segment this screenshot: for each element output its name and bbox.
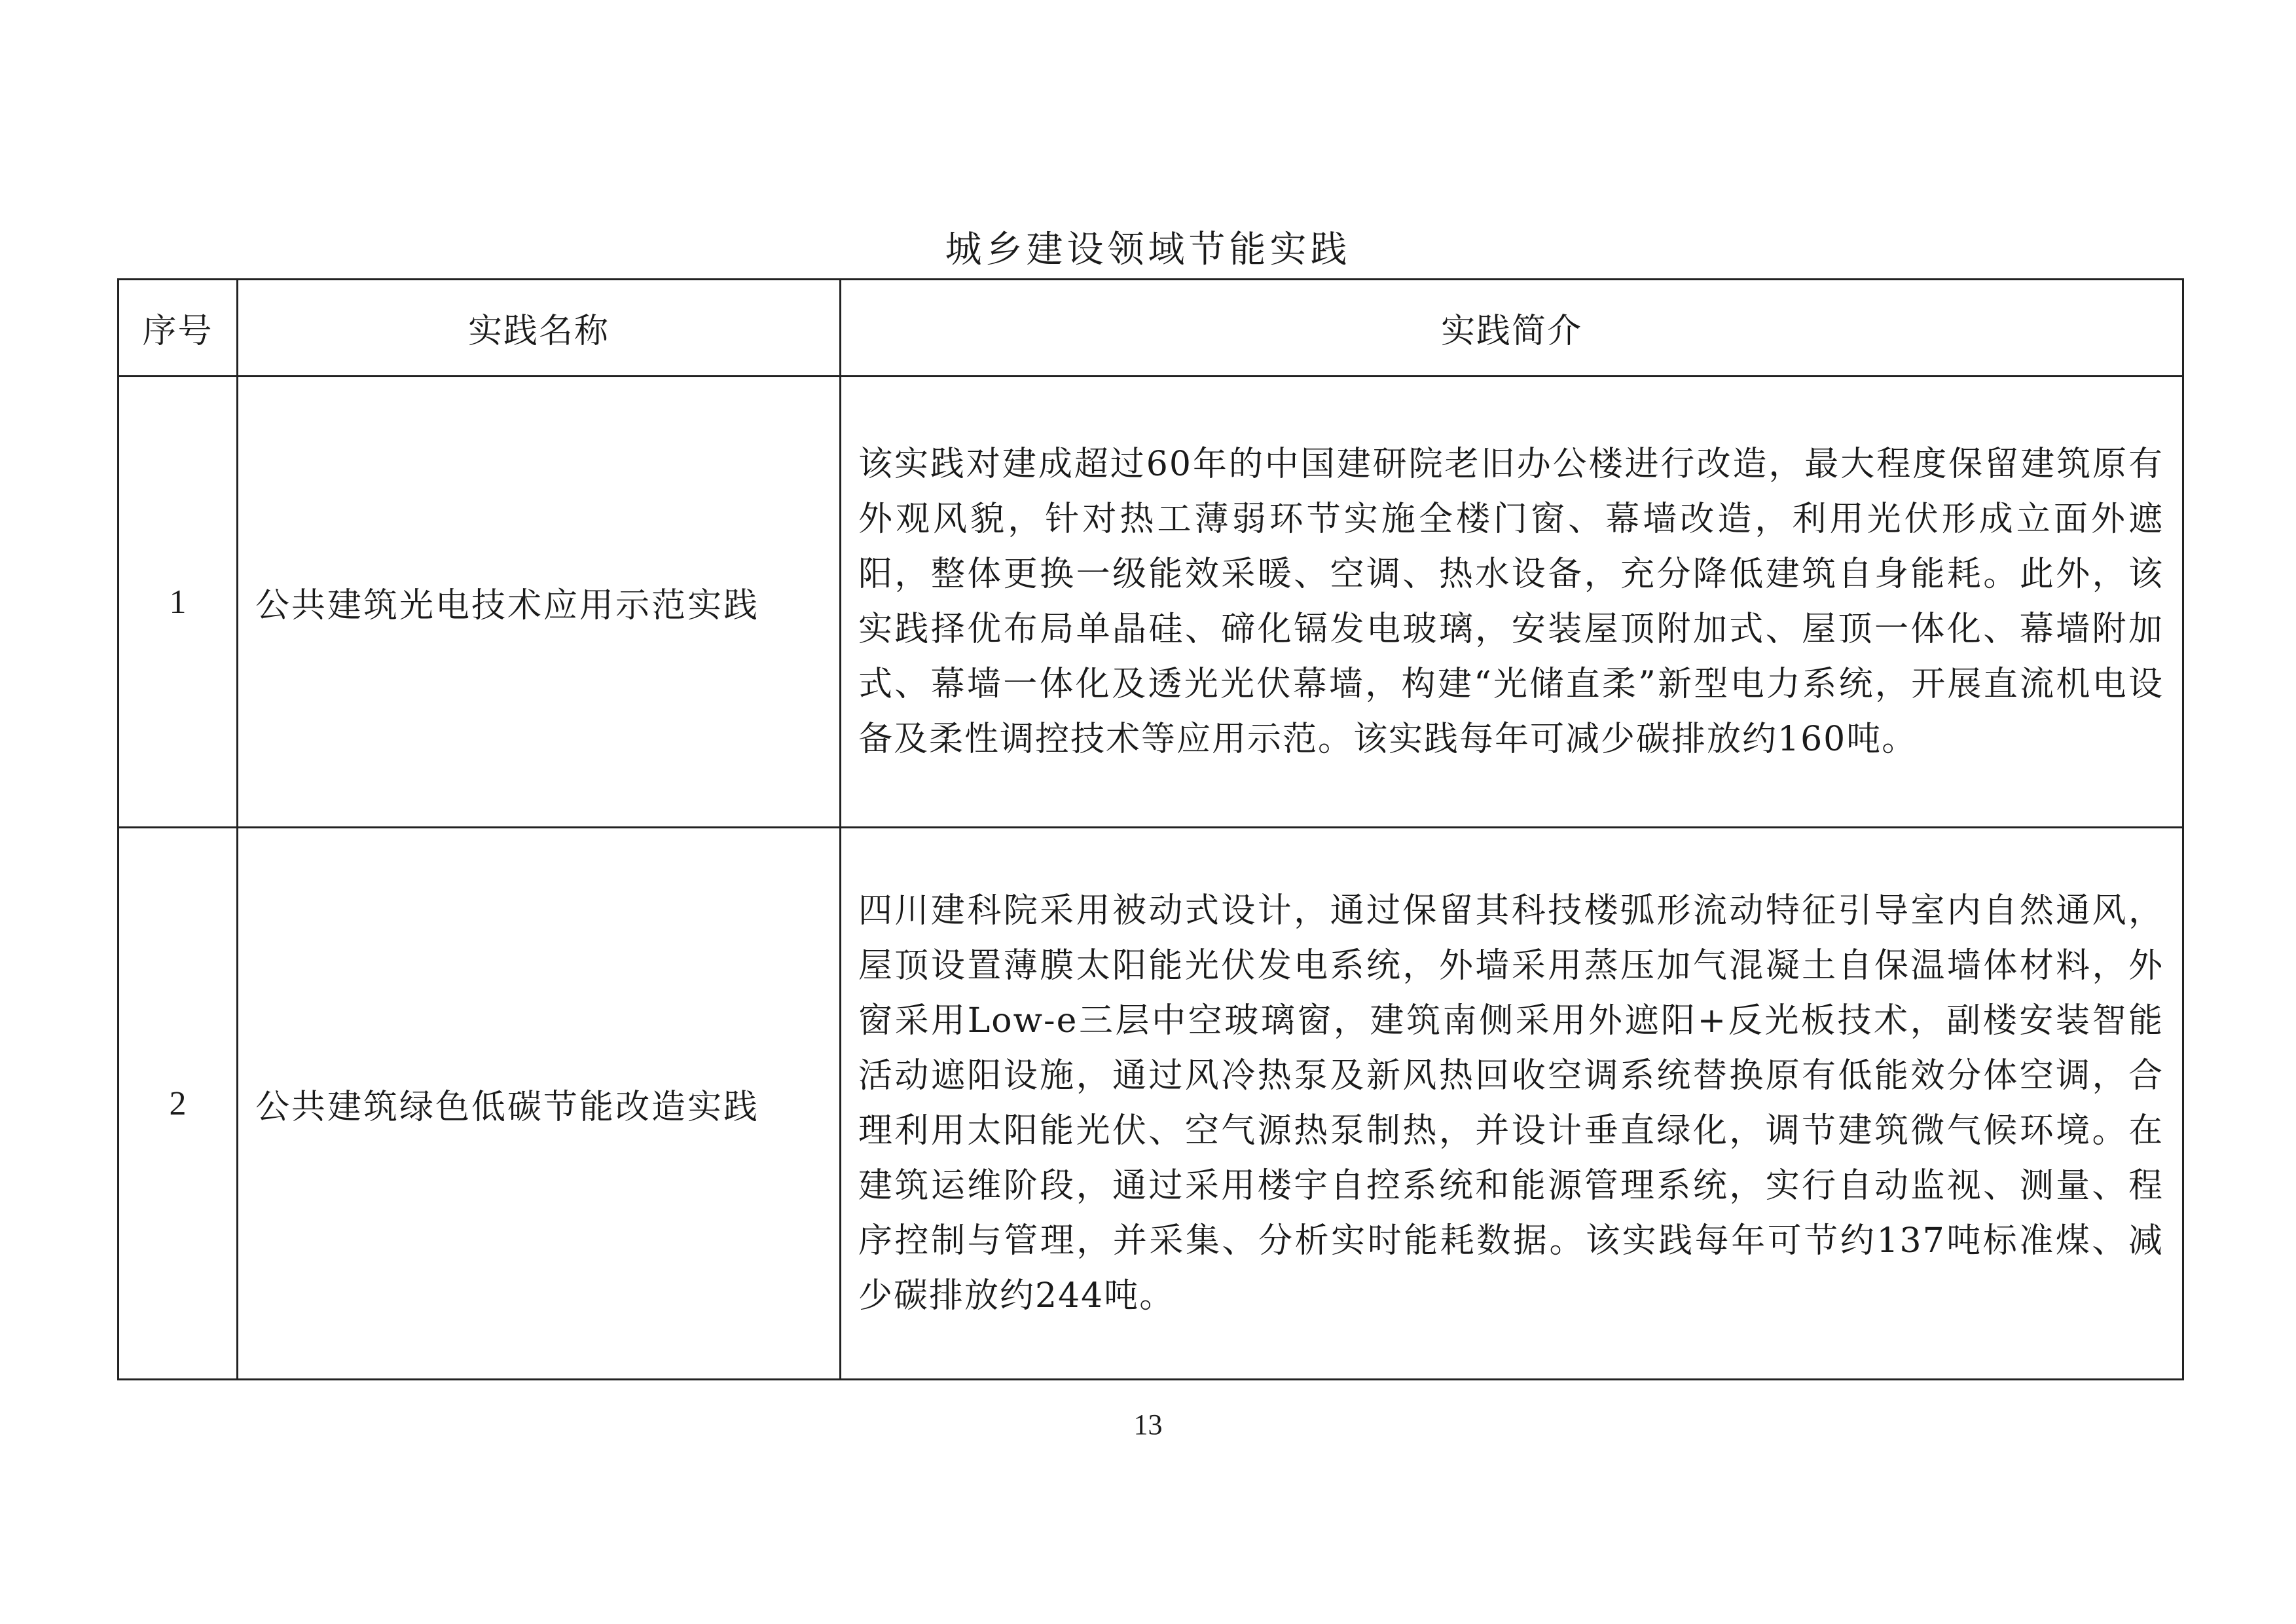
table-row (118, 828, 2183, 1380)
table-header (118, 280, 2183, 377)
practice-name: 公共建筑绿色低碳节能改造实践 (238, 828, 841, 1380)
practice-description-cell (841, 377, 2183, 828)
header-description: 实践简介 (841, 280, 2183, 377)
practice-description: 四川建科院采用被动式设计，通过保留其科技楼弧形流动特征引导室内自然通风，屋顶设置薄膜太阳能光伏发电系统，外墙采用蒸压加气混凝土自保温墙体材料，外窗采用Low-e三层中空玻璃窗，建筑南侧采用外遮阳+反光板技术，副楼安装智能活动遮阳设施，通过风冷热泵及新风热回收空调系统替换原有低能效分体空调，合理利用太阳能光伏、空气源热泵制热，并设计垂直绿化，调节建筑微气候环境。在建筑运维阶段，通过采用楼宇自控系统和能源管理系统，实行自动监视、测量、程序控制与管理，并采集、分析实时能耗数据。该实践每年可节约137吨标准煤、减少碳排放约244吨。 (858, 891, 2164, 1316)
header-row (118, 280, 2183, 377)
practice-description-cell (841, 828, 2183, 1380)
practice-name: 公共建筑光电技术应用示范实践 (238, 377, 841, 828)
row-number: 2 (118, 828, 238, 1380)
header-name: 实践名称 (238, 280, 841, 377)
header-number: 序号 (118, 280, 238, 377)
practice-table (117, 278, 2184, 1380)
table-row (118, 377, 2183, 828)
document-title: 城乡建设领域节能实践 (945, 229, 1351, 271)
table-body (118, 377, 2183, 1380)
practice-description: 该实践对建成超过60年的中国建研院老旧办公楼进行改造，最大程度保留建筑原有外观风貌，针对热工薄弱环节实施全楼门窗、幕墙改造，利用光伏形成立面外遮阳，整体更换一级能效采暖、空调、热水设备，充分降低建筑自身能耗。此外，该实践择优布局单晶硅、碲化镉发电玻璃，安装屋顶附加式、屋顶一体化、幕墙附加式、幕墙一体化及透光光伏幕墙，构建“光储直柔”新型电力系统，开展直流机电设备及柔性调控技术等应用示范。该实践每年可减少碳排放约160吨。 (858, 445, 2164, 759)
row-number: 1 (118, 377, 238, 828)
page-number: 13 (1133, 1409, 1163, 1441)
